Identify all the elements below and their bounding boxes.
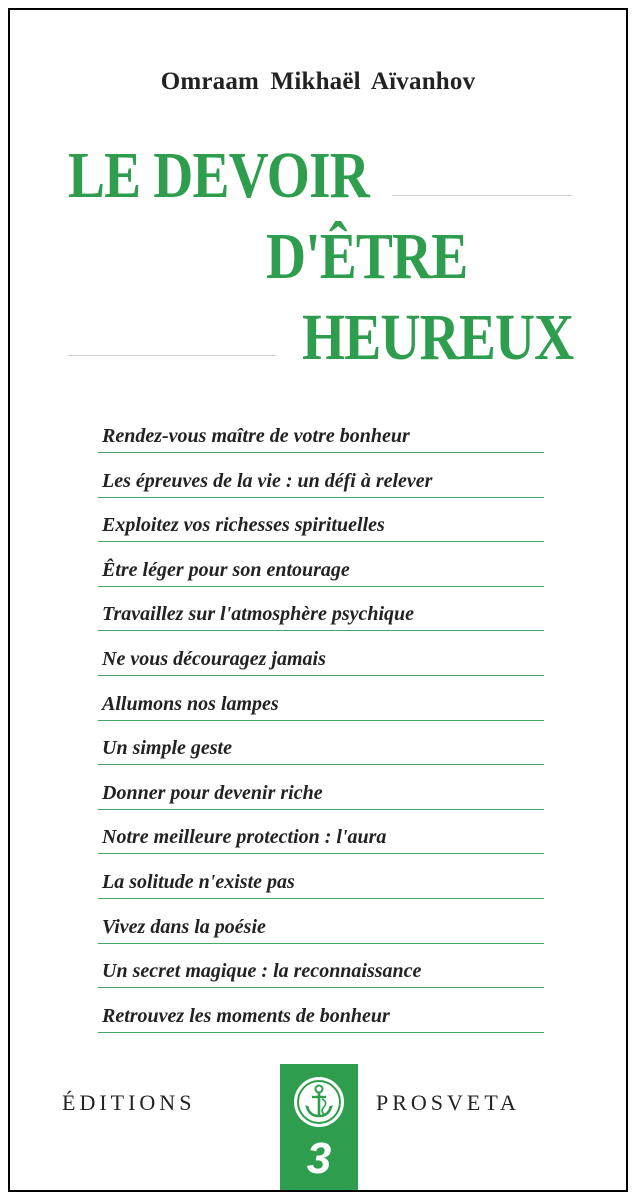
contents-item: [98, 455, 544, 498]
title-divider-right: [392, 195, 572, 196]
contents-item-text: Retrouvez les moments de bonheur: [102, 1004, 390, 1027]
contents-item-text: Travaillez sur l'atmosphère psychique: [102, 603, 415, 626]
anchor-emblem-icon: [291, 1074, 347, 1130]
title-line-1: LE DEVOIR: [68, 139, 369, 212]
contents-item-text: Notre meilleure protection : l'aura: [102, 826, 387, 849]
book-cover: [8, 8, 628, 1192]
publisher-right: PROSVETA: [376, 1090, 520, 1115]
contents-item: [98, 811, 544, 854]
contents-item-text: Un secret magique : la reconnaissance: [102, 960, 422, 983]
contents-item-text: Vivez dans la poésie: [102, 915, 266, 938]
contents-item: [98, 901, 544, 944]
contents-item: [98, 588, 544, 631]
title-divider-left: [68, 355, 276, 356]
contents-item: [98, 856, 544, 899]
contents-item-text: Être léger pour son entourage: [102, 558, 350, 581]
contents-item: [98, 945, 544, 988]
contents-item-text: Les épreuves de la vie : un défi à relever: [102, 469, 433, 492]
publisher-badge: [280, 1064, 358, 1190]
contents-item: [98, 678, 544, 721]
title-line-3: HEUREUX: [302, 301, 574, 374]
contents-item-text: Rendez-vous maître de votre bonheur: [102, 425, 410, 447]
contents-item: [98, 767, 544, 810]
author-name: Omraam Mikhaël Aïvanhov: [160, 68, 476, 95]
contents-item-text: Un simple geste: [102, 737, 232, 760]
title-line-2: D'ÊTRE: [266, 220, 468, 293]
contents-item-text: Ne vous découragez jamais: [102, 647, 326, 670]
contents-item-text: Donner pour devenir riche: [102, 781, 323, 804]
contents-list: [98, 410, 544, 1034]
contents-item: [98, 410, 544, 453]
contents-item: [98, 499, 544, 542]
contents-item: [98, 722, 544, 765]
contents-item-text: Exploitez vos richesses spirituelles: [102, 514, 385, 537]
volume-number: 3: [306, 1134, 332, 1183]
contents-item-text: Allumons nos lampes: [102, 692, 279, 715]
contents-item-text: La solitude n'existe pas: [102, 870, 295, 893]
contents-item: [98, 633, 544, 676]
contents-item: [98, 990, 544, 1033]
publisher-left: ÉDITIONS: [62, 1090, 196, 1115]
contents-item: [98, 544, 544, 587]
